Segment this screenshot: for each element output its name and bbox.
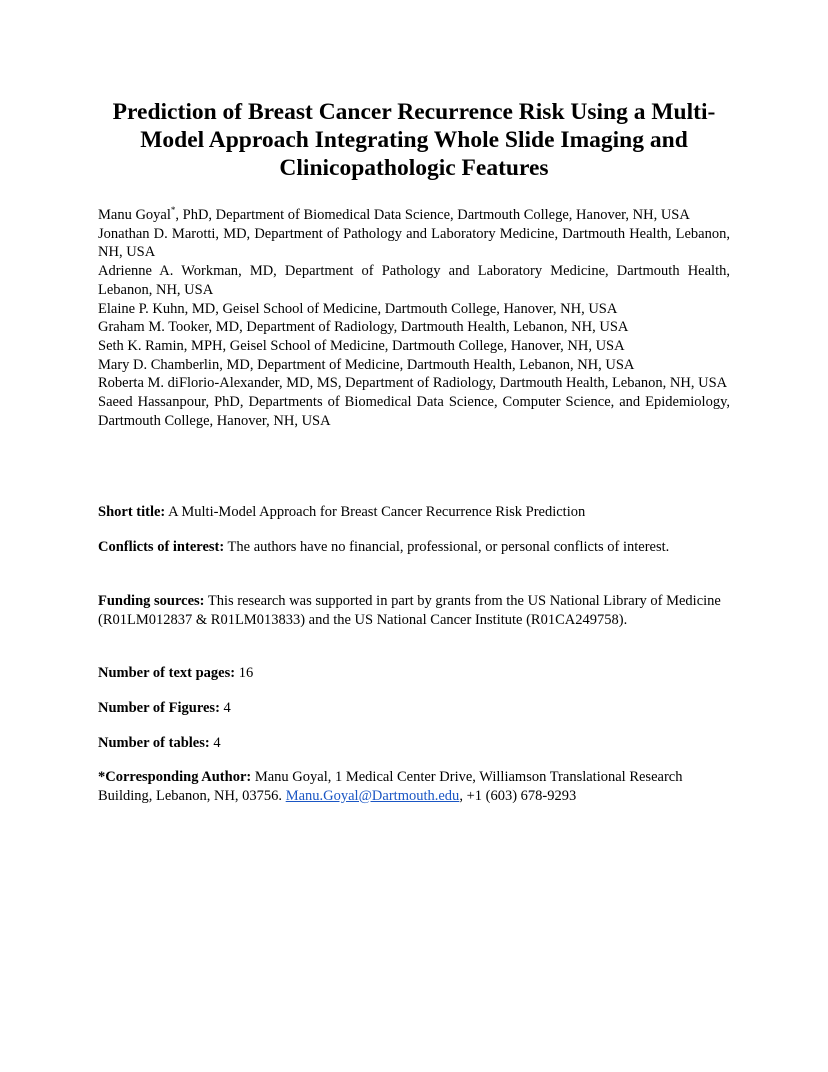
author-affiliation: , MD, MS, Department of Radiology, Dartmouth Health, Lebanon, NH, USA (279, 375, 728, 392)
author-entry (98, 262, 730, 299)
conflicts-label: Conflicts of interest: (98, 539, 225, 555)
corresponding-phone: , +1 (603) 678-9293 (459, 787, 577, 804)
number-of-figures (98, 699, 738, 718)
corresponding-label: *Corresponding Author: (98, 769, 252, 785)
author-entry (98, 356, 730, 375)
short-title (98, 503, 738, 522)
author-affiliation: , MD, Department of Pathology and Laboratory Medicine, Dartmouth Health, Lebanon, NH, USA (98, 263, 730, 298)
author-name: Seth K. Ramin (98, 337, 184, 354)
conflicts-value: The authors have no financial, professional, or personal conflicts of interest. (224, 539, 670, 555)
author-name: Adrienne A. Workman (98, 263, 239, 280)
author-affiliation: , MPH, Geisel School of Medicine, Dartmouth College, Hanover, NH, USA (183, 337, 625, 354)
author-name: Jonathan D. Marotti (98, 225, 216, 242)
number-of-tables (98, 734, 738, 753)
author-name: Saeed Hassanpour (98, 394, 206, 411)
author-entry (98, 393, 730, 430)
funding-value: This research was supported in part by grants from the US National Library of Medicine (R01LM012837 & R01LM013833) and the US National Cancer Institute (R01CA249758). (98, 593, 721, 628)
author-name: Roberta M. diFlorio-Alexander (98, 375, 280, 392)
author-name: Mary D. Chamberlin (98, 356, 220, 373)
title-line-2: Model Approach Integrating Whole Slide Imaging and (140, 127, 688, 153)
corresponding-marker: * (170, 205, 176, 216)
author-entry (98, 206, 730, 225)
author-affiliation: , MD, Department of Radiology, Dartmouth Health, Lebanon, NH, USA (208, 319, 629, 336)
text-pages-label: Number of text pages: (98, 665, 236, 681)
author-affiliation: , PhD, Departments of Biomedical Data Science, Computer Science, and Epidemiology, Dartmouth College, Hanover, NH, USA (98, 394, 731, 429)
author-entry (98, 225, 730, 262)
figures-label: Number of Figures: (98, 700, 220, 716)
author-entry (98, 374, 730, 393)
author-name: Manu Goyal (98, 207, 171, 223)
title-line-1: Prediction of Breast Cancer Recurrence Risk Using a Multi- (112, 99, 716, 125)
number-of-text-pages (98, 664, 738, 683)
author-affiliation: , MD, Department of Medicine, Dartmouth Health, Lebanon, NH, USA (219, 356, 635, 373)
figures-value: 4 (219, 700, 231, 716)
author-name: Elaine P. Kuhn (98, 300, 185, 317)
short-title-label: Short title: (98, 504, 166, 520)
funding-sources (98, 592, 738, 629)
title-line-3: Clinicopathologic Features (279, 155, 549, 181)
author-affiliation: , MD, Geisel School of Medicine, Dartmouth College, Hanover, NH, USA (184, 300, 618, 317)
author-name: Graham M. Tooker (98, 319, 209, 336)
author-list (98, 206, 730, 430)
corresponding-author (98, 768, 698, 805)
tables-value: 4 (209, 735, 221, 751)
corresponding-email-link[interactable]: Manu.Goyal@Dartmouth.edu (285, 787, 460, 804)
short-title-value: A Multi-Model Approach for Breast Cancer Recurrence Risk Prediction (165, 504, 586, 520)
author-affiliation: , MD, Department of Pathology and Laboratory Medicine, Dartmouth Health, Lebanon, NH, USA (98, 225, 730, 261)
conflicts-of-interest (98, 538, 738, 557)
author-entry (98, 300, 730, 319)
author-entry (98, 337, 730, 356)
funding-label: Funding sources: (98, 593, 205, 609)
author-affiliation: , PhD, Department of Biomedical Data Science, Dartmouth College, Hanover, NH, USA (175, 207, 690, 223)
corresponding-address: Manu Goyal, 1 Medical Center Drive, Williamson Translational Research Building, Lebanon, NH, 03756. (98, 769, 683, 804)
tables-label: Number of tables: (98, 735, 210, 751)
author-entry (98, 318, 730, 337)
paper-title (90, 98, 738, 182)
text-pages-value: 16 (235, 665, 254, 681)
